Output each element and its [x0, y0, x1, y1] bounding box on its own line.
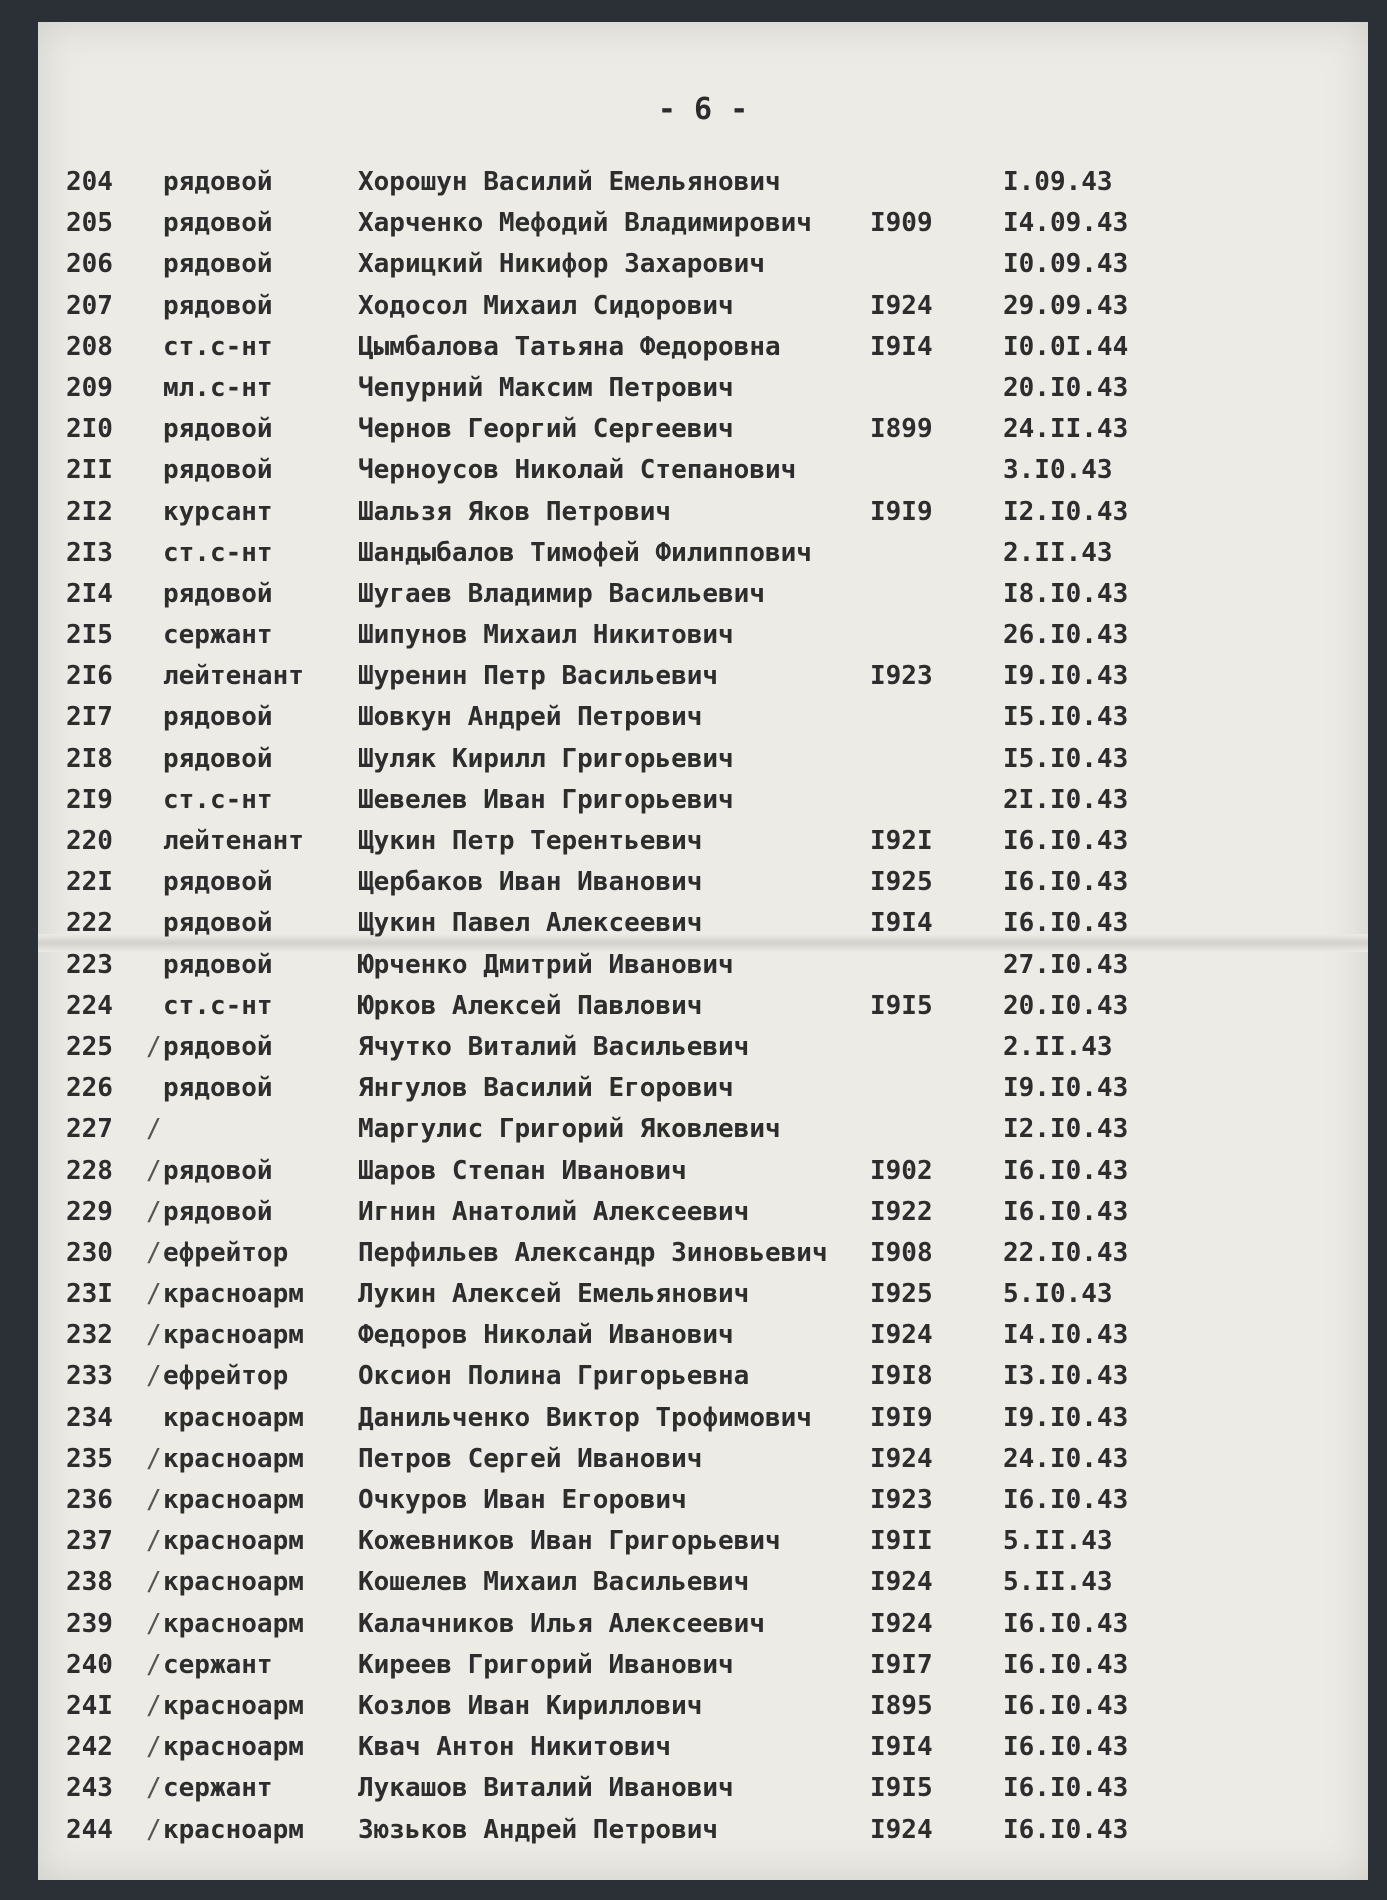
record-row — [38, 203, 1368, 244]
record-name: Цымбалова Татьяна Федоровна — [358, 331, 781, 362]
record-rank: красноарм — [163, 1279, 304, 1310]
record-name: Шевелев Иван Григорьевич — [358, 784, 734, 815]
record-rank: лейтенант — [163, 826, 304, 856]
record-name: Юрченко Дмитрий Иванович — [358, 949, 734, 980]
record-rank: красноарм — [163, 1814, 304, 1845]
record-date: I9.I0.43 — [1003, 1073, 1129, 1104]
record-row — [38, 1068, 1368, 1109]
check-mark: / — [146, 1814, 162, 1845]
record-birth-year: I924 — [870, 1814, 933, 1845]
record-number: 206 — [66, 249, 113, 280]
record-date: I9.I0.43 — [1003, 661, 1129, 692]
record-date: I4.I0.43 — [1003, 1320, 1129, 1351]
record-date: 2.II.43 — [1003, 537, 1113, 568]
record-number: 227 — [66, 1114, 113, 1145]
record-row — [38, 286, 1368, 327]
record-birth-year: I924 — [870, 290, 933, 321]
record-number: 238 — [66, 1567, 113, 1598]
record-number: 222 — [66, 908, 113, 939]
record-birth-year: I923 — [870, 661, 933, 692]
record-birth-year: I925 — [870, 867, 933, 898]
record-date: 26.I0.43 — [1003, 620, 1129, 651]
record-date: I6.I0.43 — [1003, 1649, 1129, 1680]
record-row — [38, 1562, 1368, 1603]
record-date: I.09.43 — [1003, 167, 1113, 197]
record-row — [38, 1274, 1368, 1315]
record-number: 2I2 — [66, 496, 113, 527]
record-date: I6.I0.43 — [1003, 867, 1129, 898]
record-rank: сержант — [163, 1649, 273, 1680]
record-date: I2.I0.43 — [1003, 1114, 1129, 1145]
record-number: 229 — [66, 1196, 113, 1227]
record-name: Петров Сергей Иванович — [358, 1443, 703, 1474]
record-date: I8.I0.43 — [1003, 578, 1129, 609]
record-name: Шуренин Петр Васильевич — [358, 661, 719, 692]
record-date: 24.I0.43 — [1003, 1443, 1129, 1474]
record-birth-year: I922 — [870, 1196, 933, 1227]
record-date: 5.II.43 — [1003, 1567, 1113, 1598]
check-mark: / — [146, 1361, 162, 1392]
record-date: 5.II.43 — [1003, 1526, 1113, 1557]
record-rank: курсант — [163, 496, 273, 527]
record-name: Киреев Григорий Иванович — [358, 1649, 734, 1680]
record-row — [38, 1109, 1368, 1150]
record-name: Квач Антон Никитович — [358, 1732, 672, 1763]
record-birth-year: I899 — [870, 414, 933, 445]
record-number: 24I — [66, 1690, 113, 1721]
record-rank: красноарм — [163, 1608, 304, 1639]
record-name: Оксион Полина Григорьевна — [358, 1361, 750, 1392]
check-mark: / — [146, 1732, 162, 1763]
record-row — [38, 1727, 1368, 1768]
record-date: 27.I0.43 — [1003, 949, 1129, 980]
record-row — [38, 1480, 1368, 1521]
record-name: Шандыбалов Тимофей Филиппович — [358, 537, 812, 568]
record-name: Шальзя Яков Петрович — [358, 496, 672, 527]
record-row — [38, 450, 1368, 491]
record-birth-year: I909 — [870, 208, 933, 239]
record-row — [38, 1356, 1368, 1397]
record-row — [38, 1645, 1368, 1686]
record-name: Щербаков Иван Иванович — [358, 867, 703, 898]
record-row — [38, 1027, 1368, 1068]
record-name: Чепурний Максим Петрович — [358, 372, 734, 403]
record-name: Черноусов Николай Степанович — [358, 455, 797, 486]
record-name: Янгулов Василий Егорович — [358, 1073, 734, 1104]
check-mark: / — [146, 1155, 162, 1186]
record-name: Зюзьков Андрей Петрович — [358, 1814, 719, 1845]
record-row — [38, 533, 1368, 574]
record-name: Козлов Иван Кириллович — [358, 1690, 703, 1721]
record-birth-year: I9I9 — [870, 1402, 933, 1433]
check-mark: / — [146, 1114, 162, 1145]
record-date: 3.I0.43 — [1003, 455, 1113, 486]
record-row — [38, 986, 1368, 1027]
check-mark: / — [146, 1196, 162, 1227]
record-rank: рядовой — [163, 167, 273, 197]
record-rank: рядовой — [163, 249, 273, 280]
record-date: I6.I0.43 — [1003, 1773, 1129, 1804]
record-rank: ст.с-нт — [163, 537, 273, 568]
record-number: 2II — [66, 455, 113, 486]
record-row — [38, 574, 1368, 615]
record-row — [38, 1439, 1368, 1480]
record-date: I9.I0.43 — [1003, 1402, 1129, 1433]
record-date: I0.09.43 — [1003, 249, 1129, 280]
record-rank: рядовой — [163, 455, 273, 486]
record-name: Калачников Илья Алексеевич — [358, 1608, 765, 1639]
record-date: I6.I0.43 — [1003, 1196, 1129, 1227]
record-birth-year: I9I9 — [870, 496, 933, 527]
record-number: 2I7 — [66, 702, 113, 733]
record-birth-year: I9I4 — [870, 1732, 933, 1763]
record-row — [38, 739, 1368, 780]
record-number: 2I0 — [66, 414, 113, 445]
record-number: 242 — [66, 1732, 113, 1763]
record-date: I0.0I.44 — [1003, 331, 1129, 362]
record-row — [38, 1398, 1368, 1439]
record-row — [38, 162, 1368, 203]
check-mark: / — [146, 1443, 162, 1474]
record-rank: красноарм — [163, 1443, 304, 1474]
record-name: Ячутко Виталий Васильевич — [358, 1031, 750, 1062]
record-rank: рядовой — [163, 1155, 273, 1186]
record-date: I2.I0.43 — [1003, 496, 1129, 527]
record-number: 239 — [66, 1608, 113, 1639]
record-date: 2.II.43 — [1003, 1031, 1113, 1062]
record-number: 234 — [66, 1402, 113, 1433]
record-rank: красноарм — [163, 1402, 304, 1433]
record-rank: ефрейтор — [163, 1237, 289, 1268]
record-row — [38, 821, 1368, 862]
check-mark: / — [146, 1608, 162, 1639]
record-birth-year: I924 — [870, 1567, 933, 1598]
record-birth-year: I9I4 — [870, 331, 933, 362]
record-name: Очкуров Иван Егорович — [358, 1485, 687, 1515]
record-row — [38, 327, 1368, 368]
record-name: Шипунов Михаил Никитович — [358, 620, 734, 651]
record-rank: рядовой — [163, 702, 273, 733]
record-date: I6.I0.43 — [1003, 1690, 1129, 1721]
record-rank: красноарм — [163, 1567, 304, 1598]
check-mark: / — [146, 1690, 162, 1721]
record-number: 232 — [66, 1320, 113, 1351]
check-mark: / — [146, 1567, 162, 1598]
record-date: I6.I0.43 — [1003, 1485, 1129, 1515]
record-birth-year: I908 — [870, 1237, 933, 1268]
record-name: Чернов Георгий Сергеевич — [358, 414, 734, 445]
record-number: 244 — [66, 1814, 113, 1845]
check-mark: / — [146, 1031, 162, 1062]
record-birth-year: I9I5 — [870, 1773, 933, 1804]
record-rank: красноарм — [163, 1485, 304, 1515]
record-date: I6.I0.43 — [1003, 908, 1129, 939]
check-mark: / — [146, 1485, 162, 1515]
check-mark: / — [146, 1279, 162, 1310]
record-row — [38, 903, 1368, 944]
record-rank: рядовой — [163, 867, 273, 898]
record-date: I6.I0.43 — [1003, 1155, 1129, 1186]
record-number: 209 — [66, 372, 113, 403]
record-rank: лейтенант — [163, 661, 304, 692]
record-number: 23I — [66, 1279, 113, 1310]
record-date: I6.I0.43 — [1003, 1608, 1129, 1639]
record-number: 2I3 — [66, 537, 113, 568]
record-date: 5.I0.43 — [1003, 1279, 1113, 1310]
check-mark: / — [146, 1649, 162, 1680]
record-date: 22.I0.43 — [1003, 1237, 1129, 1268]
record-number: 2I5 — [66, 620, 113, 651]
record-number: 22I — [66, 867, 113, 898]
record-rank: ст.с-нт — [163, 784, 273, 815]
check-mark: / — [146, 1320, 162, 1351]
record-rank: красноарм — [163, 1526, 304, 1557]
record-row — [38, 656, 1368, 697]
record-number: 223 — [66, 949, 113, 980]
record-birth-year: I924 — [870, 1608, 933, 1639]
record-name: Кожевников Иван Григорьевич — [358, 1526, 781, 1557]
record-row — [38, 409, 1368, 450]
check-mark: / — [146, 1773, 162, 1804]
record-number: 237 — [66, 1526, 113, 1557]
record-date: I6.I0.43 — [1003, 1732, 1129, 1763]
record-rank: сержант — [163, 620, 273, 651]
record-name: Федоров Николай Иванович — [358, 1320, 734, 1351]
record-name: Щукин Петр Терентьевич — [358, 826, 703, 856]
record-rank: рядовой — [163, 908, 273, 939]
record-birth-year: I9I5 — [870, 990, 933, 1021]
record-name: Маргулис Григорий Яковлевич — [358, 1114, 781, 1145]
record-name: Лукин Алексей Емельянович — [358, 1279, 750, 1310]
record-rank: рядовой — [163, 414, 273, 445]
record-date: 20.I0.43 — [1003, 990, 1129, 1021]
record-number: 2I6 — [66, 661, 113, 692]
record-birth-year: I9I4 — [870, 908, 933, 939]
record-name: Харченко Мефодий Владимирович — [358, 208, 812, 239]
record-number: 220 — [66, 826, 113, 856]
record-name: Шугаев Владимир Васильевич — [358, 578, 765, 609]
record-rank: ст.с-нт — [163, 331, 273, 362]
record-birth-year: I9II — [870, 1526, 933, 1557]
check-mark: / — [146, 1526, 162, 1557]
record-rank: рядовой — [163, 1196, 273, 1227]
record-row — [38, 615, 1368, 656]
record-row — [38, 1521, 1368, 1562]
record-number: 236 — [66, 1485, 113, 1515]
record-number: 228 — [66, 1155, 113, 1186]
record-number: 240 — [66, 1649, 113, 1680]
record-number: 243 — [66, 1773, 113, 1804]
record-number: 207 — [66, 290, 113, 321]
record-rank: рядовой — [163, 743, 273, 774]
record-date: I5.I0.43 — [1003, 743, 1129, 774]
record-date: 2I.I0.43 — [1003, 784, 1129, 815]
record-date: I5.I0.43 — [1003, 702, 1129, 733]
record-birth-year: I924 — [870, 1443, 933, 1474]
record-row — [38, 1151, 1368, 1192]
record-date: I6.I0.43 — [1003, 826, 1129, 856]
record-rank: рядовой — [163, 949, 273, 980]
record-birth-year: I924 — [870, 1320, 933, 1351]
check-mark: / — [146, 1237, 162, 1268]
record-date: 20.I0.43 — [1003, 372, 1129, 403]
record-name: Ходосол Михаил Сидорович — [358, 290, 734, 321]
record-date: I6.I0.43 — [1003, 1814, 1129, 1845]
records-list — [38, 162, 1368, 1851]
record-number: 2I9 — [66, 784, 113, 815]
record-name: Щукин Павел Алексеевич — [358, 908, 703, 939]
record-row — [38, 697, 1368, 738]
record-number: 208 — [66, 331, 113, 362]
record-name: Шовкун Андрей Петрович — [358, 702, 703, 733]
record-rank: красноарм — [163, 1732, 304, 1763]
record-name: Данильченко Виктор Трофимович — [358, 1402, 812, 1433]
record-row — [38, 1315, 1368, 1356]
record-row — [38, 368, 1368, 409]
record-number: 226 — [66, 1073, 113, 1104]
record-name: Хорошун Василий Емельянович — [358, 167, 781, 197]
record-rank: ст.с-нт — [163, 990, 273, 1021]
record-rank: красноарм — [163, 1690, 304, 1721]
record-row — [38, 780, 1368, 821]
record-name: Шуляк Кирилл Григорьевич — [358, 743, 734, 774]
record-row — [38, 1604, 1368, 1645]
record-birth-year: I902 — [870, 1155, 933, 1186]
record-row — [38, 1768, 1368, 1809]
record-rank: красноарм — [163, 1320, 304, 1351]
record-rank: мл.с-нт — [163, 372, 273, 403]
record-birth-year: I92I — [870, 826, 933, 856]
record-date: 29.09.43 — [1003, 290, 1129, 321]
record-row — [38, 1810, 1368, 1851]
record-number: 205 — [66, 208, 113, 239]
record-row — [38, 862, 1368, 903]
record-date: I3.I0.43 — [1003, 1361, 1129, 1392]
record-birth-year: I923 — [870, 1485, 933, 1515]
record-rank: рядовой — [163, 578, 273, 609]
record-birth-year: I9I7 — [870, 1649, 933, 1680]
record-birth-year: I925 — [870, 1279, 933, 1310]
record-number: 2I8 — [66, 743, 113, 774]
record-rank: рядовой — [163, 290, 273, 321]
record-row — [38, 945, 1368, 986]
document-page — [38, 22, 1368, 1880]
record-number: 225 — [66, 1031, 113, 1062]
record-rank: рядовой — [163, 1031, 273, 1062]
record-row — [38, 492, 1368, 533]
record-row — [38, 1192, 1368, 1233]
page-number: - 6 - — [657, 92, 749, 127]
record-name: Лукашов Виталий Иванович — [358, 1773, 734, 1804]
record-name: Шаров Степан Иванович — [358, 1155, 687, 1186]
record-date: I4.09.43 — [1003, 208, 1129, 239]
record-row — [38, 244, 1368, 285]
record-number: 235 — [66, 1443, 113, 1474]
record-birth-year: I9I8 — [870, 1361, 933, 1392]
record-date: 24.II.43 — [1003, 414, 1129, 445]
record-number: 230 — [66, 1237, 113, 1268]
record-number: 2I4 — [66, 578, 113, 609]
record-name: Харицкий Никифор Захарович — [358, 249, 765, 280]
record-rank: ефрейтор — [163, 1361, 289, 1392]
record-rank: сержант — [163, 1773, 273, 1804]
record-number: 224 — [66, 990, 113, 1021]
record-rank: рядовой — [163, 208, 273, 239]
record-number: 233 — [66, 1361, 113, 1392]
record-rank: рядовой — [163, 1073, 273, 1104]
record-name: Перфильев Александр Зиновьевич — [358, 1237, 828, 1268]
record-name: Юрков Алексей Павлович — [358, 990, 703, 1021]
record-number: 204 — [66, 167, 113, 197]
record-row — [38, 1686, 1368, 1727]
record-name: Игнин Анатолий Алексеевич — [358, 1196, 750, 1227]
record-row — [38, 1233, 1368, 1274]
record-birth-year: I895 — [870, 1690, 933, 1721]
record-name: Кошелев Михаил Васильевич — [358, 1567, 750, 1598]
